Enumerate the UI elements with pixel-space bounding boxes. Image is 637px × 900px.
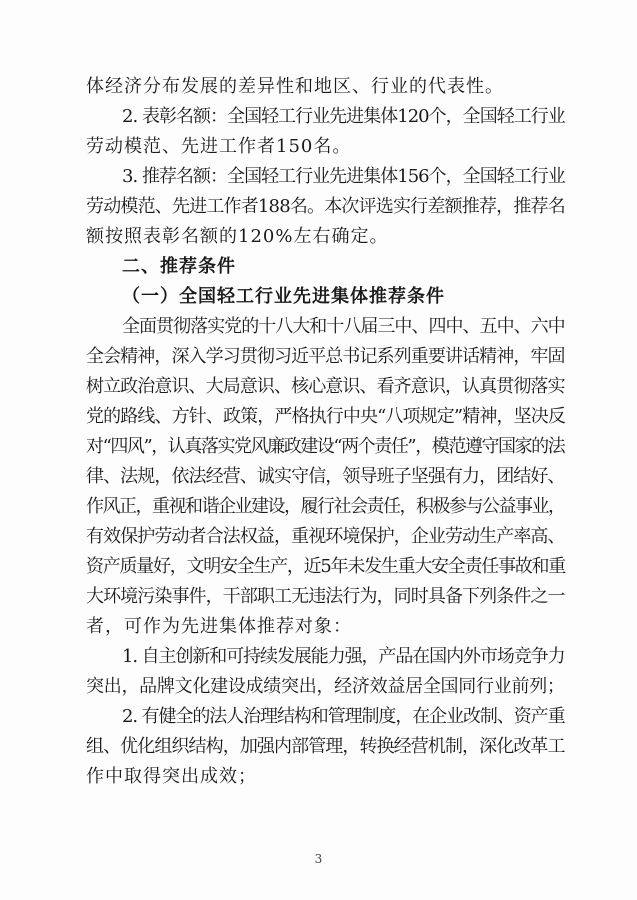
- text-line: 组、优化组织结构，加强内部管理，转换经营机制，深化改革工: [86, 736, 565, 757]
- text-line: 3. 推荐名额：全国轻工行业先进集体156个，全国轻工行业: [122, 166, 565, 187]
- text-line: 党的路线、方针、政策，严格执行中央“八项规定”精神，坚决反: [86, 406, 565, 427]
- subsection-heading: （一）全国轻工行业先进集体推荐条件: [122, 286, 445, 307]
- page-number: 3: [314, 852, 323, 866]
- text-line: 大环境污染事件，干部职工无违法行为，同时具备下列条件之一: [86, 586, 565, 607]
- text-line: 有效保护劳动者合法权益，重视环境保护，企业劳动生产率高、: [86, 526, 565, 547]
- text-line: 劳动模范、先进工作者150名。: [86, 136, 352, 157]
- text-line: 突出，品牌文化建设成绩突出，经济效益居全国同行业前列；: [86, 676, 565, 697]
- text-line: 体经济分布发展的差异性和地区、行业的代表性。: [86, 76, 504, 97]
- section-heading: 二、推荐条件: [122, 256, 236, 277]
- text-line: 者，可作为先进集体推荐对象：: [86, 616, 352, 637]
- text-line: 劳动模范、先进工作者188名。本次评选实行差额推荐，推荐名: [86, 196, 565, 217]
- document-body: [86, 72, 566, 792]
- text-line: 全会精神，深入学习贯彻习近平总书记系列重要讲话精神，牢固: [86, 346, 565, 367]
- text-line: 2. 表彰名额：全国轻工行业先进集体120个，全国轻工行业: [122, 106, 565, 127]
- text-line: 资产质量好，文明安全生产，近5年未发生重大安全责任事故和重: [86, 556, 565, 577]
- text-line: 对“四风”，认真落实党风廉政建设“两个责任”，模范遵守国家的法: [86, 436, 565, 457]
- text-line: 树立政治意识、大局意识、核心意识、看齐意识，认真贯彻落实: [86, 376, 565, 397]
- text-line: 全面贯彻落实党的十八大和十八届三中、四中、五中、六中: [122, 316, 565, 337]
- text-line: 律、法规，依法经营、诚实守信，领导班子坚强有力，团结好、: [86, 466, 565, 487]
- text-line: 额按照表彰名额的120%左右确定。: [86, 226, 389, 247]
- text-line: 2. 有健全的法人治理结构和管理制度，在企业改制、资产重: [122, 706, 565, 727]
- text-line: 作风正，重视和谐企业建设，履行社会责任，积极参与公益事业，: [86, 496, 565, 517]
- text-line: 作中取得突出成效；: [86, 766, 257, 787]
- text-line: 1. 自主创新和可持续发展能力强，产品在国内外市场竞争力: [122, 646, 565, 667]
